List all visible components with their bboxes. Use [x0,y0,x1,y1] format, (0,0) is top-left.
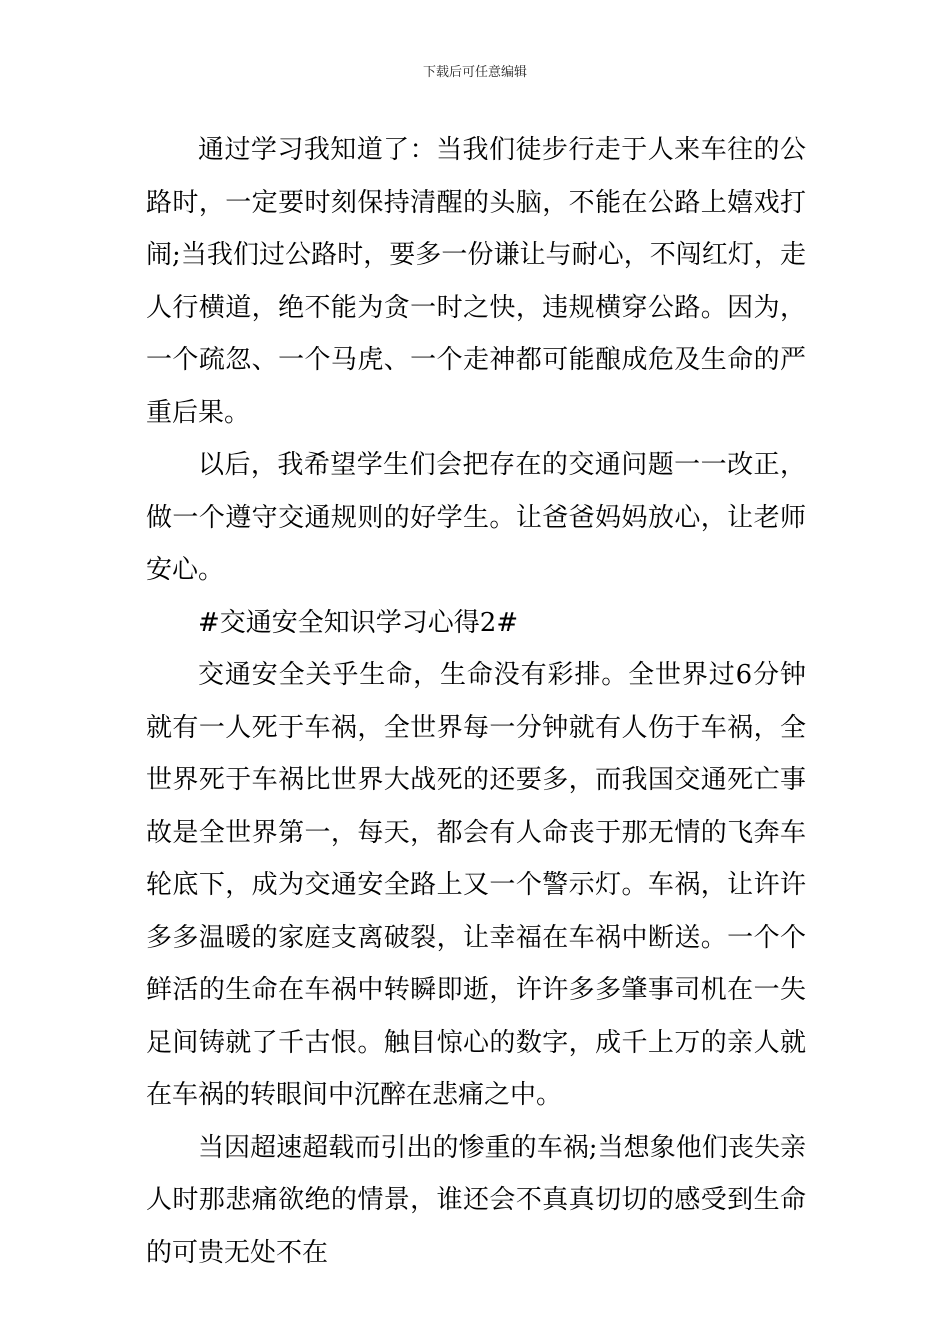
paragraph-hope: 以后，我希望学生们会把存在的交通问题一一改正，做一个遵守交通规则的好学生。让爸爸妈妈放心，让老师安心。 [146,450,806,585]
paragraph-life: 交通安全关乎生命，生命没有彩排。全世界过6分钟就有一人死于车祸，全世界每一分钟就有人伤于车祸，全世界死于车祸比世界大战死的还要多，而我国交通死亡事故是全世界第一，每天，都会有人命丧于那无情的飞奔车轮底下，成为交通安全路上又一个警示灯。车祸，让许许多多温暖的家庭支离破裂，让幸福在车祸中断送。一个个鲜活的生命在车祸中转瞬即逝，许许多多肇事司机在一失足间铸就了千古恨。触目惊心的数字，成千上万的亲人就在车祸的转眼间中沉醉在悲痛之中。 [146,660,806,1110]
paragraph-accident: 当因超速超载而引出的惨重的车祸;当想象他们丧失亲人时那悲痛欲绝的情景，谁还会不真真切切的感受到生命的可贵无处不在 [146,1132,806,1268]
paragraph-learning: 通过学习我知道了：当我们徒步行走于人来车往的公路时，一定要时刻保持清醒的头脑，不能在公路上嬉戏打闹;当我们过公路时，要多一份谦让与耐心，不闯红灯，走人行横道，绝不能为贪一时之快，违规横穿公路。因为，一个疏忽、一个马虎、一个走神都可能酿成危及生命的严重后果。 [146,135,806,428]
page-header: 下载后可任意编辑 [422,65,527,80]
section-heading: #交通安全知识学习心得2# [198,607,519,638]
document-body [146,124,806,1279]
